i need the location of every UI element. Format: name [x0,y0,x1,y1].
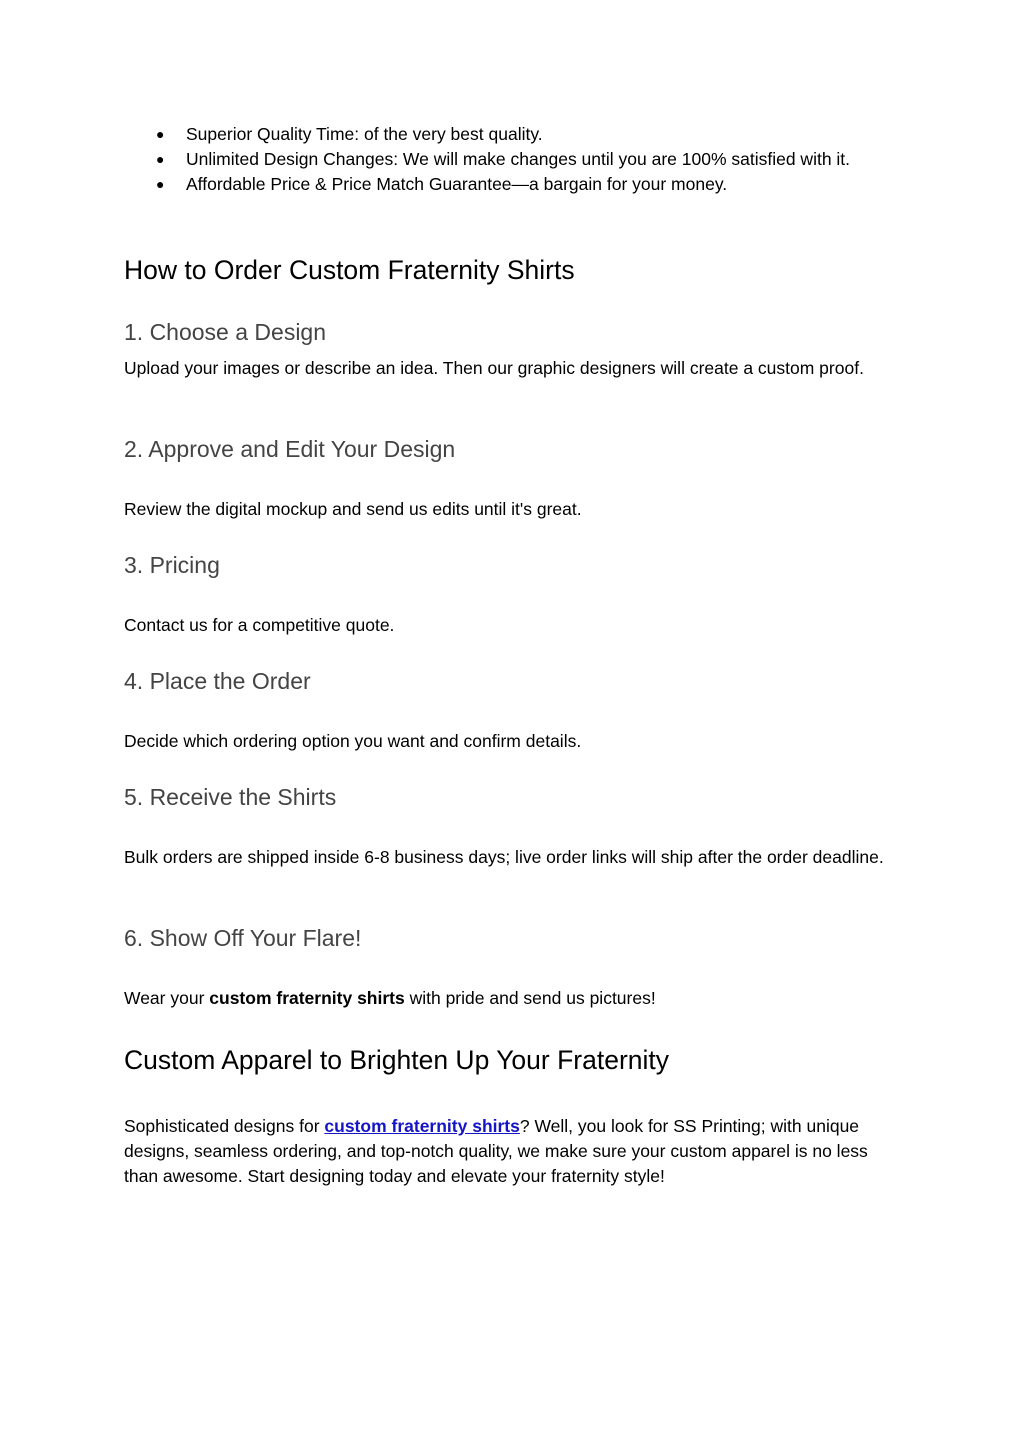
step-5-text: Bulk orders are shipped inside 6-8 business days; live order links will ship after the order deadline. [124,847,884,867]
custom-fraternity-shirts-link[interactable]: custom fraternity shirts [324,1116,520,1136]
bullet-icon: ● [156,151,165,167]
step-6-heading: 6. Show Off Your Flare! [124,925,362,951]
list-item [124,147,894,172]
list-item [124,122,894,147]
list-item-text: Superior Quality Time: of the very best quality. [186,124,543,144]
step-1-text: Upload your images or describe an idea. Then our graphic designers will create a custom proof. [124,358,864,378]
step-1-heading: 1. Choose a Design [124,319,327,345]
step-6-text-bold: custom fraternity shirts [209,988,405,1008]
step-4-text: Decide which ordering option you want and confirm details. [124,731,582,751]
step-3-heading: 3. Pricing [124,552,220,578]
how-to-title: How to Order Custom Fraternity Shirts [124,255,575,285]
list-item-text: Unlimited Design Changes: We will make changes until you are 100% satisfied with it. [186,149,851,169]
step-2-heading: 2. Approve and Edit Your Design [124,436,456,462]
list-item-text: Affordable Price & Price Match Guarantee—a bargain for your money. [186,174,728,194]
apparel-text [124,1114,894,1189]
feature-list [124,122,894,197]
bullet-icon: ● [156,176,165,192]
step-6-text-before: Wear your [124,988,210,1008]
step-4-heading: 4. Place the Order [124,668,311,694]
step-6-text [124,986,894,1011]
step-3-text: Contact us for a competitive quote. [124,615,395,635]
step-2-text: Review the digital mockup and send us edits until it's great. [124,499,582,519]
bullet-icon: ● [156,126,165,142]
apparel-text-after: ? Well, you look for SS Printing; with unique designs, seamless ordering, and top-notch quality, we make sure your custom apparel is no less than awesome. Start designing today and elevate your fraternity style! [124,1116,868,1186]
apparel-title: Custom Apparel to Brighten Up Your Fraternity [124,1045,670,1075]
step-6-text-after: with pride and send us pictures! [404,988,656,1008]
apparel-text-before: Sophisticated designs for [124,1116,325,1136]
list-item [124,172,894,197]
step-5-heading: 5. Receive the Shirts [124,784,337,810]
